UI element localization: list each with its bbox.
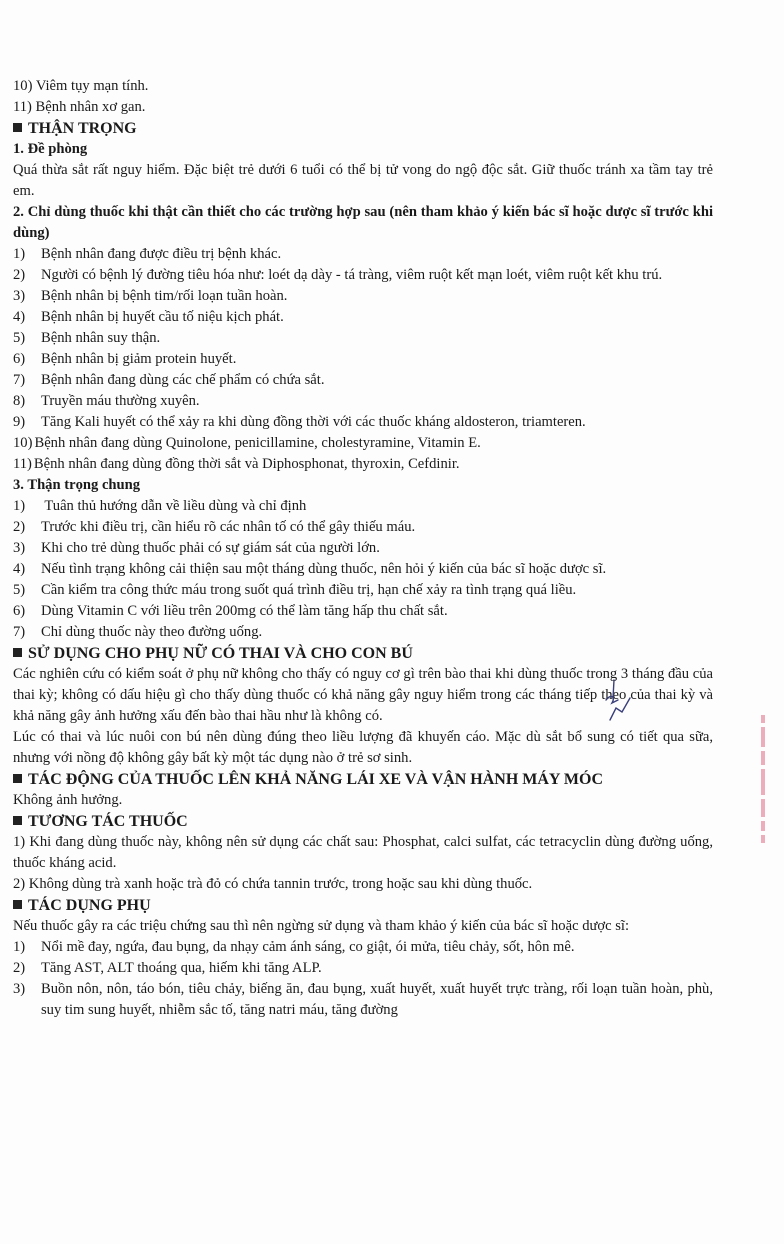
list-item (13, 391, 713, 412)
item-number: 4) (13, 309, 26, 325)
list-item (13, 328, 713, 349)
item-text: Bệnh nhân suy thận. (41, 330, 161, 346)
list-item (13, 538, 713, 559)
item-text: Dùng Vitamin C với liều trên 200mg có thể làm tăng hấp thu chất sắt. (41, 603, 448, 619)
contraindication-item-11: 11) Bệnh nhân xơ gan. (13, 99, 146, 115)
section-driving (13, 769, 713, 790)
list-item (13, 622, 713, 643)
section-heading: SỬ DỤNG CHO PHỤ NỮ CÓ THAI VÀ CHO CON BÚ (28, 645, 413, 662)
item-text: Trước khi điều trị, cần hiểu rõ các nhân tố có thể gây thiếu máu. (41, 519, 416, 535)
section-heading: TÁC ĐỘNG CỦA THUỐC LÊN KHẢ NĂNG LÁI XE VÀ VẬN HÀNH MÁY MÓC (28, 771, 603, 788)
item-number: 4) (13, 561, 26, 577)
list-item (13, 601, 713, 622)
paragraph-driving: Không ảnh hưởng. (13, 792, 123, 808)
list-item (13, 265, 713, 286)
item-text: Bệnh nhân đang được điều trị bệnh khác. (41, 246, 282, 262)
list-item (13, 517, 713, 538)
paragraph-de-phong: Quá thừa sắt rất nguy hiểm. Đặc biệt trẻ dưới 6 tuổi có thể bị tử vong do ngộ độc sắt. Giữ thuốc tránh xa tầm tay trẻ em. (13, 162, 713, 199)
square-bullet-icon (13, 648, 22, 657)
item-text: Bệnh nhân đang dùng Quinolone, penicillamine, cholestyramine, Vitamin E. (34, 435, 481, 451)
section-pregnancy (13, 643, 713, 664)
section-interactions (13, 811, 713, 832)
item-number: 2) (13, 960, 26, 976)
item-number: 11) (13, 456, 32, 472)
list-item (13, 979, 713, 1021)
item-number: 6) (13, 351, 26, 367)
interaction-item-1: 1) Khi đang dùng thuốc này, không nên sử dụng các chất sau: Phosphat, calci sulfat, các tetracyclin dùng đường uống, thuốc kháng acid. (13, 834, 713, 871)
item-number: 6) (13, 603, 26, 619)
paragraph-pregnancy-1: Các nghiên cứu có kiểm soát ở phụ nữ không cho thấy có nguy cơ gì trên bào thai khi dùng thuốc trong 3 tháng đầu của thai kỳ; không có dấu hiệu gì cho thấy dùng thuốc có khả năng gây nguy hiểm trong các tháng tiếp theo của thai kỳ và khả năng gây ảnh hưởng xấu đến bào thai hầu như là không có. (13, 666, 713, 724)
item-text: Bệnh nhân bị huyết cầu tố niệu kịch phát. (41, 309, 284, 325)
section-than-trong (13, 118, 713, 139)
section-side-effects (13, 895, 713, 916)
list-item (13, 244, 713, 265)
item-text: Tăng AST, ALT thoáng qua, hiếm khi tăng ALP. (41, 960, 322, 976)
item-number: 3) (13, 981, 26, 997)
list-item (13, 286, 713, 307)
signature-mark (596, 676, 646, 726)
item-text: Cần kiểm tra công thức máu trong suốt quá trình điều trị, hạn chế xảy ra tình trạng quá liều. (41, 582, 577, 598)
item-number: 5) (13, 330, 26, 346)
item-text: Nổi mề đay, ngứa, đau bụng, da nhạy cảm ánh sáng, co giật, ói mửa, tiêu chảy, sốt, hôn mê. (41, 939, 575, 955)
square-bullet-icon (13, 123, 22, 132)
list-item (13, 370, 713, 391)
item-number: 5) (13, 582, 26, 598)
item-text: Bệnh nhân đang dùng đồng thời sắt và Diphosphonat, thyroxin, Cefdinir. (33, 456, 460, 472)
item-text: Chỉ dùng thuốc này theo đường uống. (41, 624, 263, 640)
item-number: 2) (13, 267, 26, 283)
item-text: Nếu tình trạng không cải thiện sau một tháng dùng thuốc, nên hỏi ý kiến của bác sĩ hoặc dược sĩ. (41, 561, 607, 577)
item-number: 7) (13, 372, 26, 388)
item-text: Bệnh nhân bị bệnh tim/rối loạn tuần hoàn. (41, 288, 288, 304)
item-text: Bệnh nhân bị giảm protein huyết. (41, 351, 237, 367)
list-item (13, 580, 713, 601)
item-number: 3) (13, 540, 26, 556)
item-number: 1) (13, 246, 26, 262)
section-heading: THẬN TRỌNG (28, 120, 137, 137)
section-heading: TƯƠNG TÁC THUỐC (28, 813, 188, 830)
list-item (13, 559, 713, 580)
item-number: 10) (13, 435, 33, 451)
item-text: Khi cho trẻ dùng thuốc phải có sự giám sát của người lớn. (41, 540, 380, 556)
square-bullet-icon (13, 900, 22, 909)
item-text: Bệnh nhân đang dùng các chế phẩm có chứa sắt. (41, 372, 325, 388)
margin-stamp (756, 715, 770, 885)
item-text: Tăng Kali huyết có thể xảy ra khi dùng đồng thời với các thuốc kháng aldosteron, triamteren. (41, 414, 586, 430)
subheading-than-trong-chung: 3. Thận trọng chung (13, 477, 141, 493)
list-item (13, 307, 713, 328)
square-bullet-icon (13, 774, 22, 783)
subheading-chi-dung: 2. Chỉ dùng thuốc khi thật cần thiết cho các trường hợp sau (nên tham khảo ý kiến bác sĩ hoặc dược sĩ trước khi dùng) (13, 204, 713, 241)
list-item (13, 412, 713, 433)
list-item (13, 496, 713, 517)
item-text: Buồn nôn, nôn, táo bón, tiêu chảy, biếng ăn, đau bụng, xuất huyết, xuất huyết trực tràng, rối loạn tuần hoàn, phù, suy tim sung huyết, nhiễm sắc tố, tăng natri máu, tăng đường (41, 981, 713, 1018)
item-number: 7) (13, 624, 26, 640)
paragraph-side-effects-intro: Nếu thuốc gây ra các triệu chứng sau thì nên ngừng sử dụng và tham khảo ý kiến của bác sĩ hoặc dược sĩ: (13, 918, 630, 934)
list-item (13, 937, 713, 958)
item-number: 1) (13, 498, 26, 514)
item-number: 8) (13, 393, 26, 409)
contraindication-item-10: 10) Viêm tụy mạn tính. (13, 78, 149, 94)
section-heading: TÁC DỤNG PHỤ (28, 897, 151, 914)
item-number: 1) (13, 939, 26, 955)
item-number: 2) (13, 519, 26, 535)
list-item (13, 958, 713, 979)
list-item (13, 349, 713, 370)
document-page (13, 76, 713, 1021)
item-text: Người có bệnh lý đường tiêu hóa như: loét dạ dày - tá tràng, viêm ruột kết mạn loét, viêm ruột kết khu trú. (41, 267, 663, 283)
item-text: Tuân thủ hướng dẫn về liều dùng và chỉ định (41, 498, 307, 514)
paragraph-pregnancy-2: Lúc có thai và lúc nuôi con bú nên dùng đúng theo liều lượng đã khuyến cáo. Mặc dù sắt bổ sung có tiết qua sữa, nhưng với nồng độ không gây bất kỳ một tác dụng nào ở trẻ sơ sinh. (13, 729, 713, 766)
square-bullet-icon (13, 816, 22, 825)
list-item (13, 433, 713, 454)
item-number: 9) (13, 414, 26, 430)
item-number: 3) (13, 288, 26, 304)
interaction-item-2: 2) Không dùng trà xanh hoặc trà đỏ có chứa tannin trước, trong hoặc sau khi dùng thuốc. (13, 876, 533, 892)
item-text: Truyền máu thường xuyên. (41, 393, 200, 409)
subheading-de-phong: 1. Đề phòng (13, 141, 88, 157)
list-item (13, 454, 713, 475)
